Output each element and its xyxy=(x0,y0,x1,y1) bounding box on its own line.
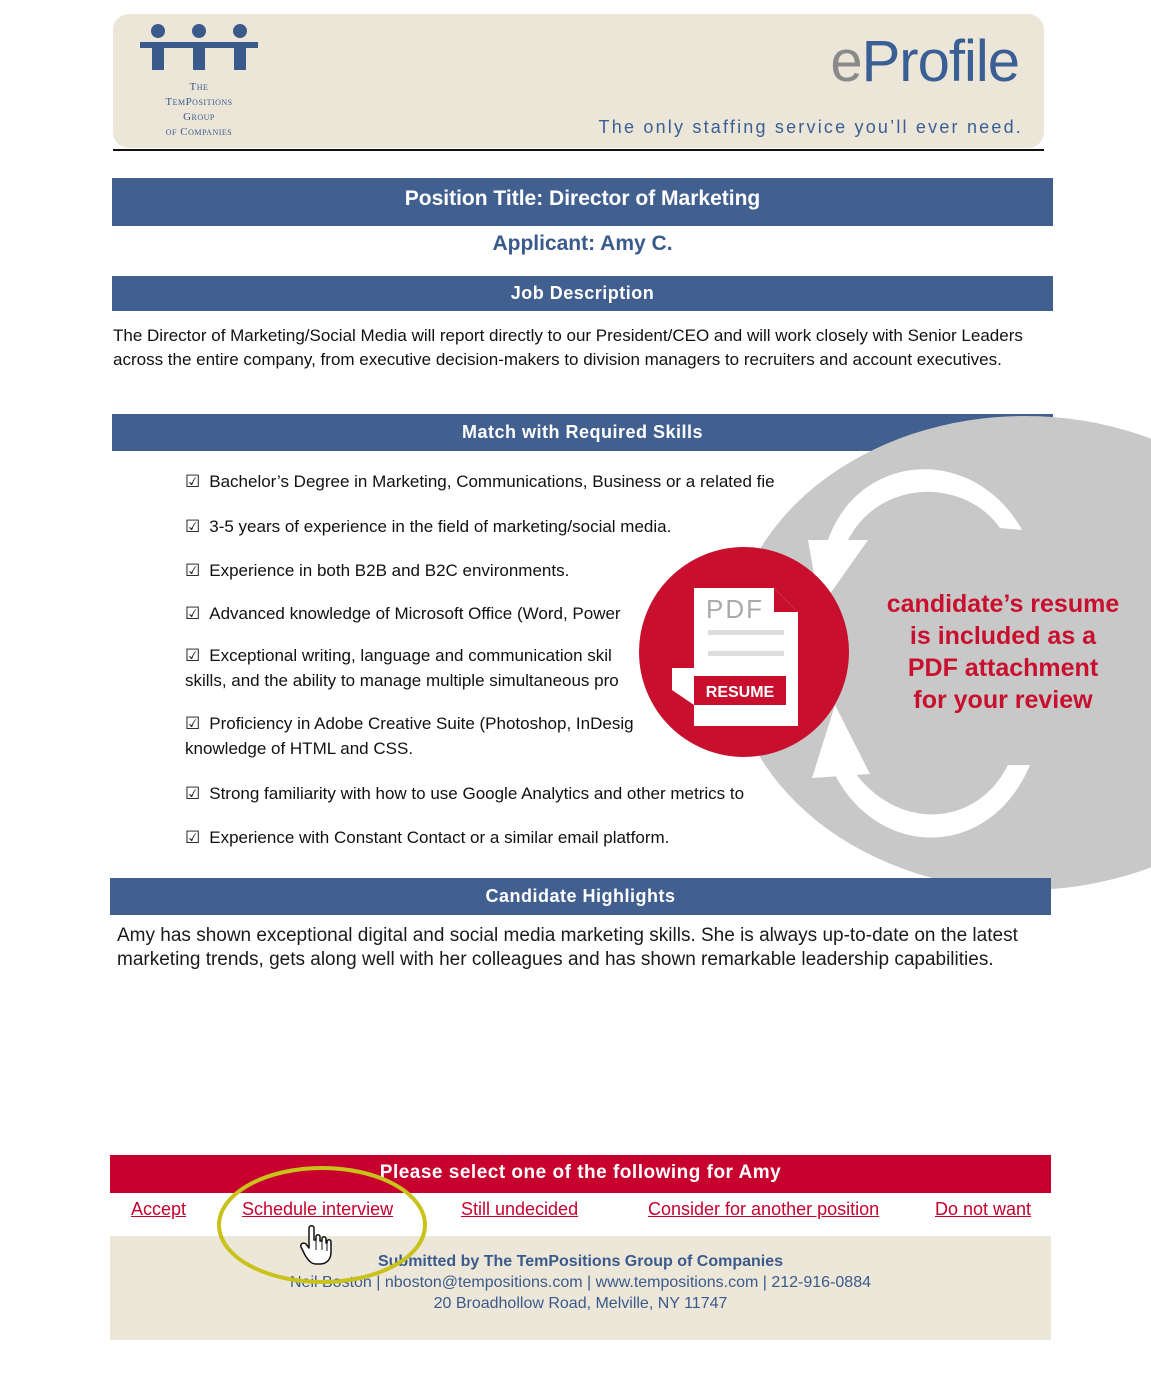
candidate-highlights-text: Amy has shown exceptional digital and social media marketing skills. She is always up-to-date on the latest marketing trends, gets along well with her colleagues and has shown remarkable leadership capabilities. xyxy=(117,925,1018,970)
still-undecided-link[interactable]: Still undecided xyxy=(461,1199,579,1219)
callout-line: is included as a xyxy=(909,622,1097,650)
contact-info: Neil Boston | nboston@tempositions.com | www.tempositions.com | 212-916-0884 xyxy=(290,1274,871,1291)
skill-text: Advanced knowledge of Microsoft Office (Word, Power xyxy=(209,604,621,623)
checkbox-icon: ☑ xyxy=(185,646,201,665)
checkbox-icon: ☑ xyxy=(185,561,201,580)
skill-text-continued: skills, and the ability to manage multiple simultaneous pro xyxy=(185,671,619,690)
checkbox-icon: ☑ xyxy=(185,604,201,623)
skill-text: Experience in both B2B and B2C environments. xyxy=(209,561,570,580)
resume-callout-text xyxy=(872,588,1134,716)
candidate-highlights-heading: Candidate Highlights xyxy=(110,878,1051,915)
consider-another-position-link[interactable]: Consider for another position xyxy=(648,1199,880,1219)
tagline: The only staffing service you’ll ever need. xyxy=(598,117,1023,137)
pdf-label: PDF xyxy=(706,594,764,624)
checkbox-icon: ☑ xyxy=(185,517,201,536)
skill-text: Experience with Constant Contact or a similar email platform. xyxy=(209,828,670,847)
skill-text: 3-5 years of experience in the field of marketing/social media. xyxy=(209,517,672,536)
brand-e: e xyxy=(830,29,862,94)
checkbox-icon: ☑ xyxy=(185,828,201,847)
skill-text-continued: knowledge of HTML and CSS. xyxy=(185,739,414,758)
required-skills-heading: Match with Required Skills xyxy=(112,414,1053,451)
logo-line: The xyxy=(189,81,209,93)
submitted-by: Submitted by The TemPositions Group of Companies xyxy=(377,1253,784,1270)
logo-line: Group xyxy=(183,111,215,123)
skill-text: Bachelor’s Degree in Marketing, Communications, Business or a related fie xyxy=(209,472,775,491)
action-prompt: Please select one of the following for Amy xyxy=(110,1155,1051,1193)
accept-link[interactable]: Accept xyxy=(131,1199,187,1219)
logo-line: TemPositions xyxy=(165,96,233,108)
applicant-name: Applicant: Amy C. xyxy=(492,232,673,255)
schedule-interview-link[interactable]: Schedule interview xyxy=(242,1199,394,1219)
skill-text: Strong familiarity with how to use Google Analytics and other metrics to xyxy=(209,784,745,803)
job-description-heading: Job Description xyxy=(112,276,1053,311)
resume-label: RESUME xyxy=(705,684,775,701)
callout-line: PDF attachment xyxy=(907,654,1099,682)
skill-text: Exceptional writing, language and communication skil xyxy=(209,646,612,665)
do-not-want-link[interactable]: Do not want xyxy=(935,1199,1032,1219)
checkbox-icon: ☑ xyxy=(185,472,201,491)
address: 20 Broadhollow Road, Melville, NY 11747 xyxy=(433,1295,728,1312)
callout-line: candidate’s resume xyxy=(886,590,1120,618)
position-title: Position Title: Director of Marketing xyxy=(112,178,1053,226)
checkbox-icon: ☑ xyxy=(185,784,201,803)
logo-line: of Companies xyxy=(165,126,233,138)
brand-profile: Profile xyxy=(861,29,1019,94)
checkbox-icon: ☑ xyxy=(185,714,201,733)
skill-text: Proficiency in Adobe Creative Suite (Photoshop, InDesig xyxy=(209,714,634,733)
callout-line: for your review xyxy=(913,686,1093,714)
job-description-text: The Director of Marketing/Social Media will report directly to our President/CEO and will work closely with Senior Leaders across the entire company, from executive decision-makers to division managers to recruiters and account executives. xyxy=(113,326,1023,369)
